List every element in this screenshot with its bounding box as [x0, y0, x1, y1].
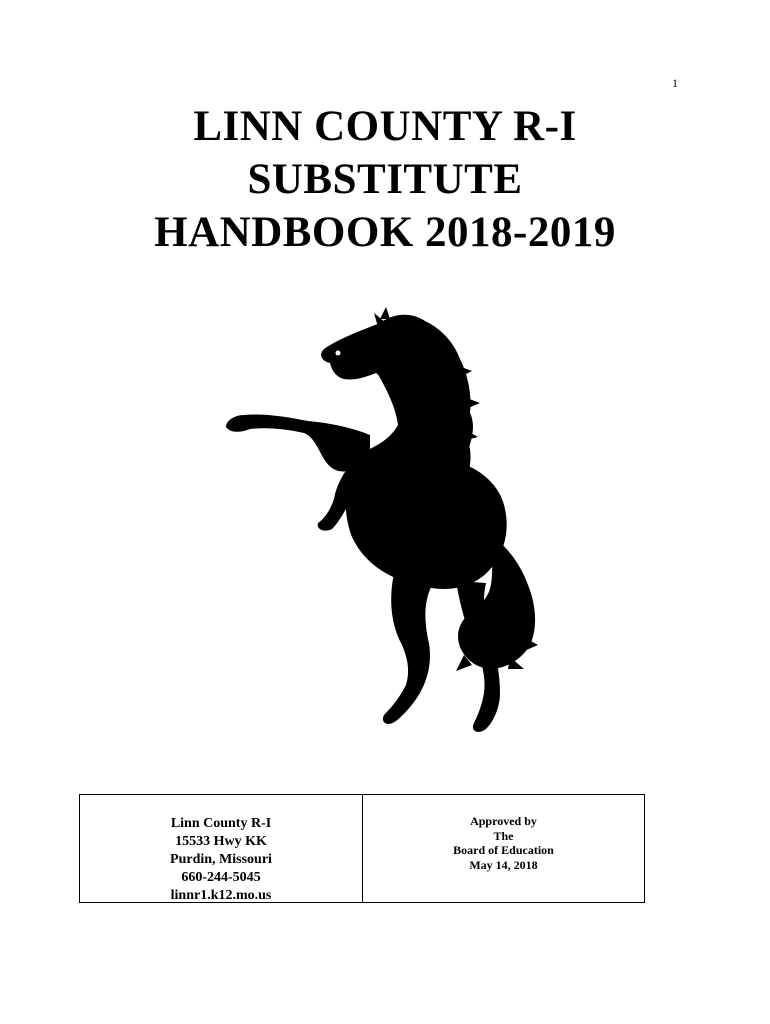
page-number: 1: [672, 76, 678, 90]
district-name: Linn County R-I: [170, 816, 272, 831]
website: linnr1.k12.mo.us: [170, 888, 272, 903]
document-title: [0, 100, 770, 259]
approval-cell: [363, 795, 644, 902]
city-state: Purdin, Missouri: [170, 852, 272, 867]
approval-line-1: Approved by: [470, 814, 537, 828]
info-table: [79, 794, 645, 903]
contact-cell: [80, 795, 363, 902]
street-address: 15533 Hwy KK: [175, 834, 267, 849]
approval-line-2: The: [493, 828, 514, 843]
phone-number: 660-244-5045: [181, 870, 261, 885]
title-line-3: HANDBOOK 2018-2019: [154, 209, 616, 256]
approval-line-3: Board of Education: [453, 843, 554, 857]
title-line-1: LINN COUNTY R-I: [193, 103, 577, 150]
rearing-horse-silhouette-icon: [220, 305, 550, 735]
approval-date: May 14, 2018: [469, 857, 538, 872]
title-line-2: SUBSTITUTE: [247, 156, 523, 203]
